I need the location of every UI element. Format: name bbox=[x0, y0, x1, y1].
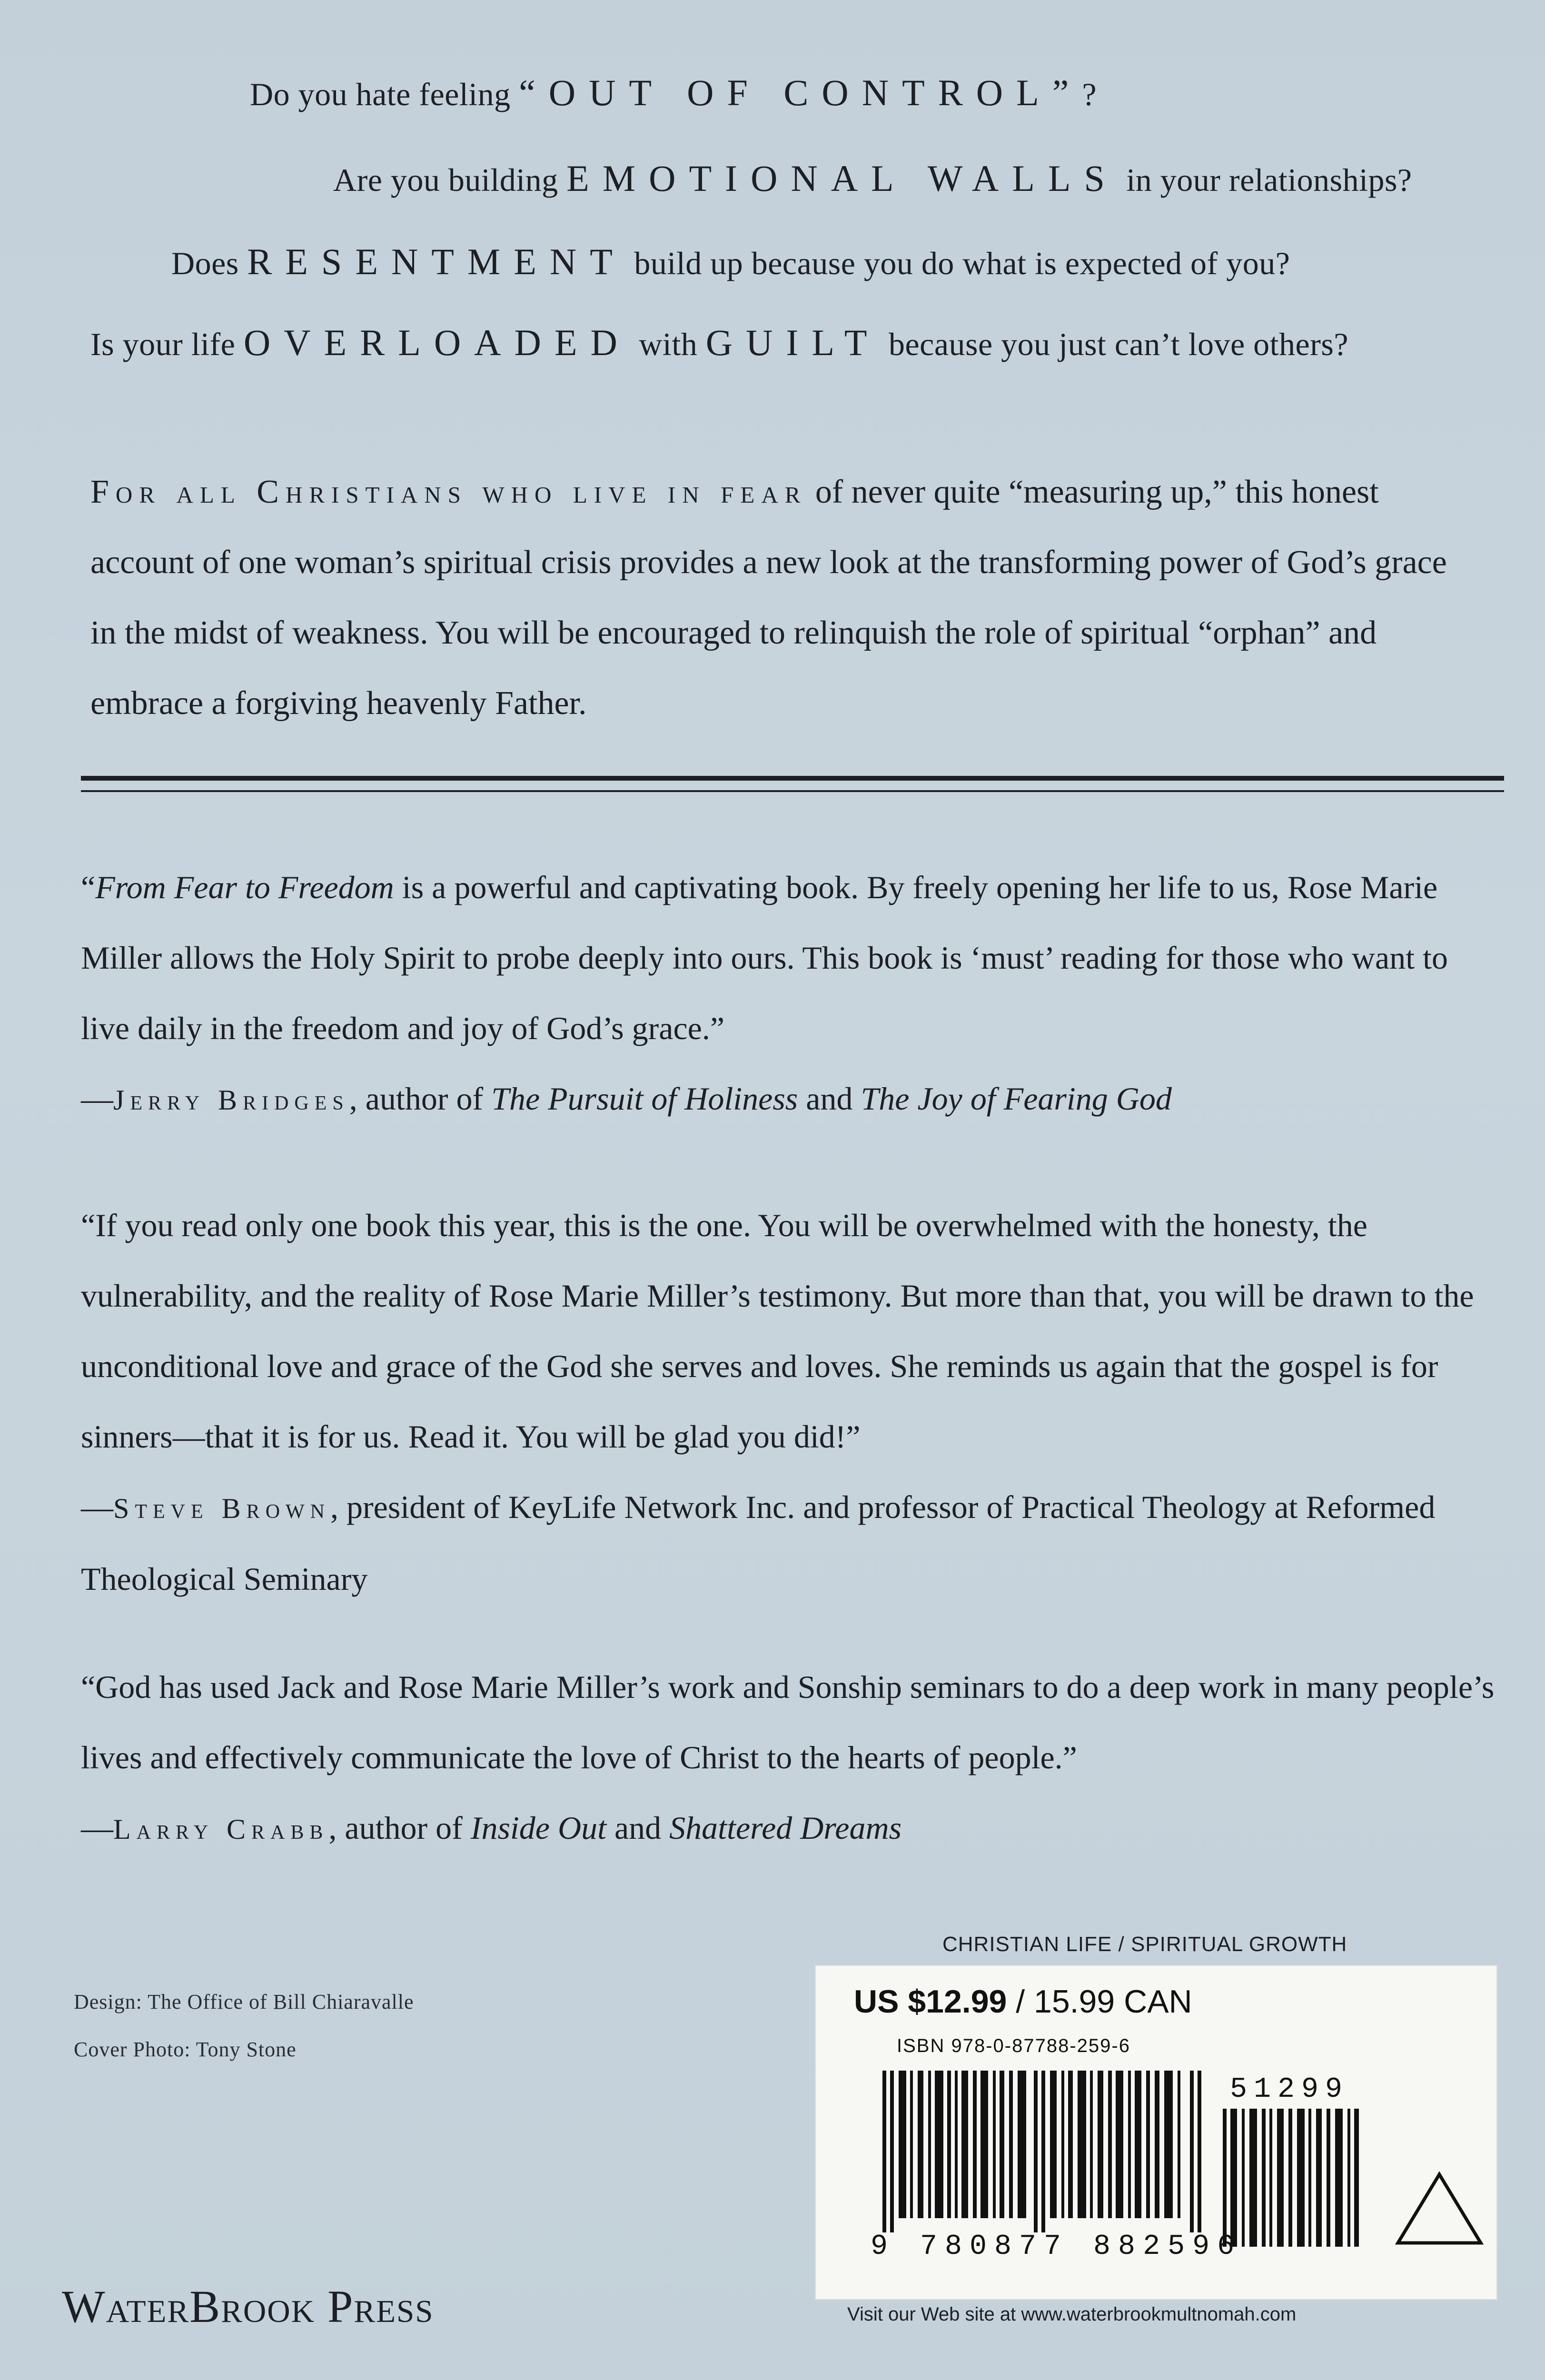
endorser-name: Jerry Bridges bbox=[113, 1084, 349, 1116]
endorser-name: Steve Brown bbox=[113, 1493, 331, 1524]
addon-digits: 51299 bbox=[1230, 2073, 1349, 2106]
photo-credit: Cover Photo: Tony Stone bbox=[74, 2038, 297, 2061]
divider-thick bbox=[81, 776, 1504, 781]
endorsement-1 bbox=[81, 852, 1504, 1135]
endorser-work: Shattered Dreams bbox=[669, 1810, 902, 1846]
question-text: ? bbox=[1082, 76, 1097, 112]
question-emphasis: “OUT OF CONTROL” bbox=[519, 72, 1082, 113]
question-text: build up because you do what is expected of you? bbox=[634, 245, 1290, 281]
website-text: Visit our Web site at www.waterbrookmultnomah.com bbox=[847, 2304, 1297, 2325]
design-credit: Design: The Office of Bill Chiaravalle bbox=[74, 1990, 414, 2013]
price bbox=[854, 1983, 1192, 2020]
quote-text: “God has used Jack and Rose Marie Miller’s work and Sonship seminars to do a deep work in many people’s lives and effectively communicate the love of Christ to the hearts of people.” bbox=[81, 1669, 1495, 1775]
question-text: Do you hate feeling bbox=[250, 76, 511, 112]
quote-mark: “ bbox=[81, 869, 96, 905]
question-text: with bbox=[639, 326, 698, 362]
question-2 bbox=[333, 157, 1412, 200]
intro-paragraph bbox=[90, 457, 1480, 739]
question-text: because you just can’t love others? bbox=[888, 326, 1349, 362]
addon-barcode bbox=[1223, 2109, 1366, 2247]
can-price: / 15.99 CAN bbox=[1007, 1983, 1192, 2020]
question-text: Does bbox=[171, 245, 239, 281]
quote-text: is a powerful and captivating book. By freely opening her life to us, Rose Marie Miller allows the Holy Spirit to probe deeply into ours. This book is ‘must’ reading for those who want to live daily in the freedom and joy of God’s grace.” bbox=[81, 869, 1448, 1046]
question-1 bbox=[250, 71, 1097, 114]
attribution-dash: — bbox=[81, 1489, 113, 1525]
endorser-and: and bbox=[606, 1810, 670, 1846]
us-price: US $12.99 bbox=[854, 1983, 1007, 2020]
endorser-role: , author of bbox=[349, 1081, 492, 1117]
quote-text: “If you read only one book this year, this is the one. You will be overwhelmed with the honesty, the vulnerability, and the reality of Rose Marie Miller’s testimony. But more than that, you will be drawn to the unconditional love and grace of the God she serves and loves. She reminds us again that the gospel is for sinners—that it is for us. Read it. You will be glad you did!” bbox=[81, 1207, 1474, 1455]
question-4 bbox=[90, 321, 1348, 364]
triangle-icon bbox=[1394, 2171, 1485, 2247]
question-text: in your relationships? bbox=[1126, 162, 1412, 198]
barcode-digits: 9 780877 882596 bbox=[871, 2231, 1242, 2263]
attribution-dash: — bbox=[81, 1810, 113, 1846]
endorsement-2 bbox=[81, 1190, 1504, 1614]
divider-thin bbox=[81, 790, 1504, 792]
question-3 bbox=[171, 240, 1290, 283]
attribution-dash: — bbox=[81, 1081, 113, 1117]
intro-lead: For all Christians who live in fear bbox=[90, 474, 807, 510]
endorser-and: and bbox=[798, 1081, 861, 1117]
endorser-work: Inside Out bbox=[470, 1810, 606, 1846]
book-title: From Fear to Freedom bbox=[95, 869, 394, 905]
endorser-name: Larry Crabb bbox=[113, 1814, 329, 1845]
intro-body: of never quite “measuring up,” this honest account of one woman’s spiritual crisis provides a new look at the transforming power of God’s grace in the midst of weakness. You will be encouraged to relinquish the role of spiritual “orphan” and embrace a forgiving heavenly Father. bbox=[90, 474, 1447, 722]
endorsement-3 bbox=[81, 1652, 1504, 1864]
isbn: ISBN 978-0-87788-259-6 bbox=[897, 2035, 1130, 2056]
question-emphasis: GUILT bbox=[705, 322, 881, 363]
endorser-work: The Joy of Fearing God bbox=[861, 1081, 1172, 1117]
question-emphasis: RESENTMENT bbox=[247, 241, 626, 282]
question-emphasis: OVERLOADED bbox=[243, 322, 631, 363]
endorser-role: , author of bbox=[328, 1810, 471, 1846]
question-text: Are you building bbox=[333, 162, 558, 198]
endorser-role: , president of KeyLife Network Inc. and professor of Practical Theology at Reformed Theological Seminary bbox=[81, 1489, 1436, 1597]
barcode-box bbox=[815, 1965, 1497, 2300]
question-emphasis: EMOTIONAL WALLS bbox=[566, 158, 1118, 199]
category-label: CHRISTIAN LIFE / SPIRITUAL GROWTH bbox=[942, 1933, 1347, 1956]
isbn-barcode bbox=[882, 2071, 1206, 2232]
question-text: Is your life bbox=[90, 326, 236, 362]
endorser-work: The Pursuit of Holiness bbox=[491, 1081, 798, 1117]
publisher-logo: WaterBrook Press bbox=[62, 2281, 434, 2332]
